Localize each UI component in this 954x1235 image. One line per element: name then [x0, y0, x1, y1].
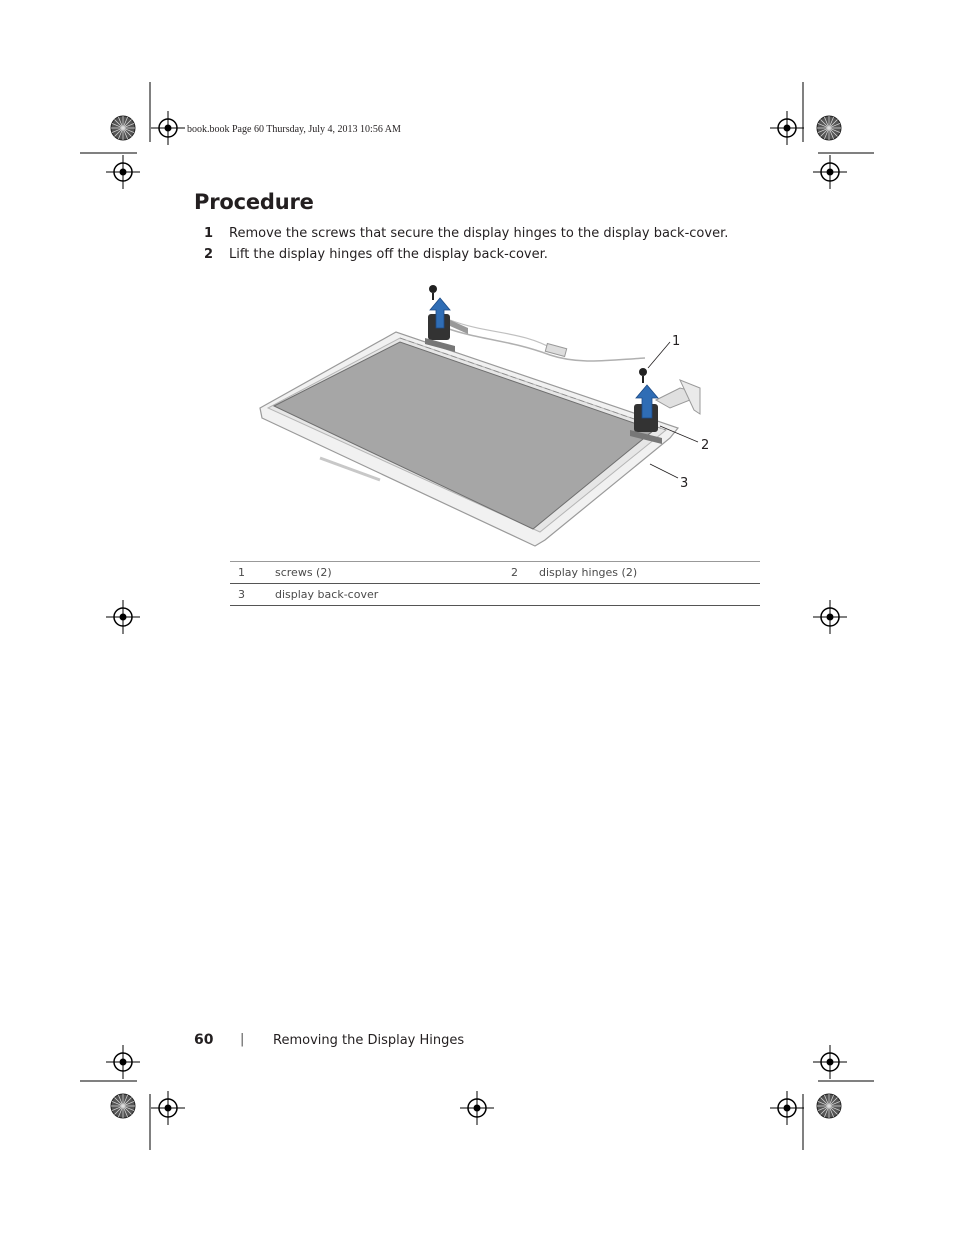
section-heading: Procedure — [194, 190, 314, 214]
footer-separator: | — [240, 1032, 245, 1047]
registration-star-icon — [817, 116, 841, 140]
callout-2: 2 — [701, 438, 710, 453]
callout-3: 3 — [680, 476, 689, 491]
legend-label: screws (2) — [275, 562, 503, 584]
step-number: 2 — [204, 247, 214, 262]
registration-mark-icon — [151, 1091, 185, 1125]
print-header: book.book Page 60 Thursday, July 4, 2013 10:56 AM — [187, 124, 401, 135]
registration-mark-icon — [813, 1045, 847, 1079]
step-1 — [204, 226, 728, 241]
registration-mark-icon — [106, 155, 140, 189]
legend-label: display hinges (2) — [539, 562, 760, 584]
step-2 — [204, 247, 548, 262]
step-text: Lift the display hinges off the display back-cover. — [229, 247, 548, 262]
step-number: 1 — [204, 226, 214, 241]
legend-number: 3 — [230, 584, 275, 606]
registration-star-icon — [111, 116, 135, 140]
legend-row — [230, 562, 760, 584]
registration-mark-icon — [770, 1091, 804, 1125]
step-text: Remove the screws that secure the display hinges to the display back-cover. — [229, 226, 729, 241]
registration-mark-icon — [106, 1045, 140, 1079]
legend-label: display back-cover — [275, 584, 503, 606]
callout-1: 1 — [672, 334, 681, 349]
legend-empty — [539, 584, 760, 606]
page-number: 60 — [194, 1032, 214, 1048]
screw-icon — [429, 285, 437, 300]
display-hinge-illustration — [250, 280, 730, 550]
legend-empty — [503, 584, 539, 606]
chapter-title: Removing the Display Hinges — [273, 1033, 465, 1048]
registration-mark-icon — [770, 111, 804, 145]
screw-icon — [639, 368, 647, 383]
registration-star-icon — [817, 1094, 841, 1118]
registration-mark-icon — [151, 111, 185, 145]
registration-mark-icon — [813, 600, 847, 634]
legend-number: 1 — [230, 562, 275, 584]
registration-mark-icon — [106, 600, 140, 634]
registration-mark-icon — [460, 1091, 494, 1125]
figure-legend — [230, 561, 760, 606]
legend-number: 2 — [503, 562, 539, 584]
legend-row — [230, 584, 760, 606]
registration-star-icon — [111, 1094, 135, 1118]
registration-mark-icon — [813, 155, 847, 189]
